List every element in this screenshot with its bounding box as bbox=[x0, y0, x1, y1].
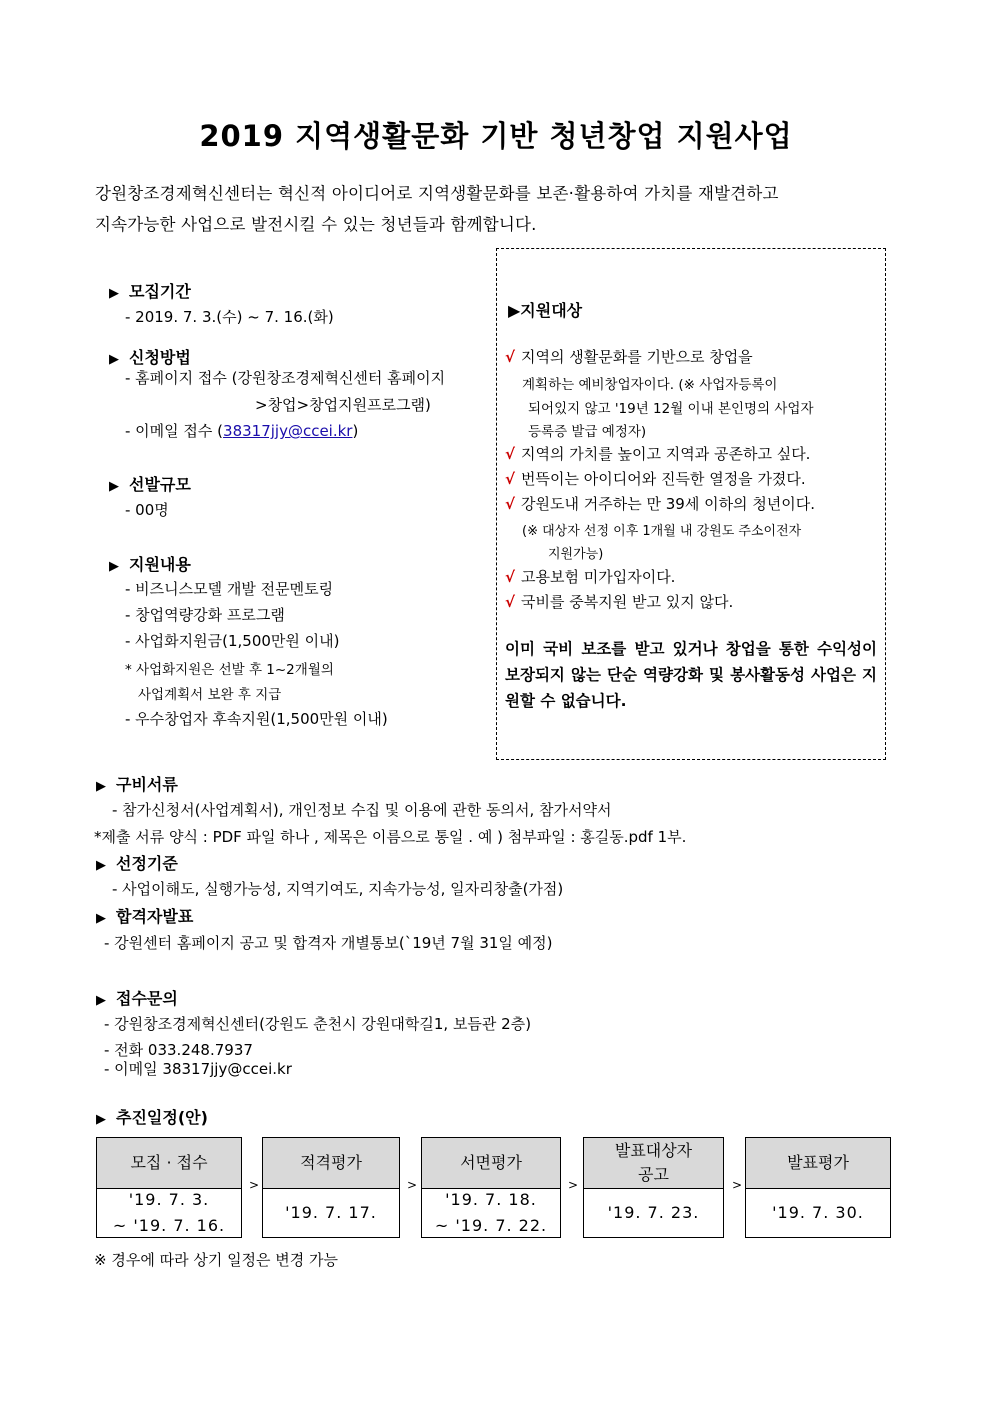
arrow-icon: ▶ bbox=[96, 993, 106, 1008]
criterion-text: 지역의 가치를 높이고 지역과 공존하고 싶다. bbox=[521, 445, 811, 463]
contact-heading: 접수문의 bbox=[116, 989, 178, 1008]
contact-section-heading bbox=[96, 986, 178, 1009]
arrow-icon: ▶ bbox=[109, 479, 119, 494]
eligibility-criterion bbox=[505, 443, 810, 464]
documents-section-heading bbox=[96, 772, 178, 795]
announce-line: - 강원센터 홈페이지 공고 및 합격자 개별통보(`19년 7월 31일 예정) bbox=[104, 934, 553, 952]
documents-line: - 참가신청서(사업계획서), 개인정보 수집 및 이용에 관한 동의서, 참가서약서 bbox=[112, 801, 612, 819]
schedule-step-label: 발표평가 bbox=[746, 1138, 890, 1189]
criteria-line: - 사업이해도, 실행가능성, 지역기여도, 지속가능성, 일자리창출(가점) bbox=[112, 880, 564, 898]
schedule-step-date: '19. 7. 30. bbox=[772, 1202, 864, 1222]
support-section-heading bbox=[109, 552, 191, 575]
schedule-heading: 추진일정(안) bbox=[116, 1108, 208, 1127]
check-icon: √ bbox=[505, 348, 516, 366]
scale-section-heading bbox=[109, 472, 191, 495]
check-icon: √ bbox=[505, 593, 516, 611]
announce-heading: 합격자발표 bbox=[116, 907, 194, 926]
schedule-step-label: 적격평가 bbox=[263, 1138, 399, 1189]
recruit-heading: 모집기간 bbox=[129, 282, 191, 301]
support-item: - 우수창업자 후속지원(1,500만원 이내) bbox=[125, 710, 388, 728]
schedule-step bbox=[96, 1137, 242, 1238]
page-title: 2019 지역생활문화 기반 청년창업 지원사업 bbox=[199, 119, 793, 153]
check-icon: √ bbox=[505, 495, 516, 513]
intro-line-1: 강원창조경제혁신센터는 혁신적 아이디어로 지역생활문화를 보존·활용하여 가치를 재발견하고 bbox=[95, 184, 779, 203]
criterion-note: 지원가능) bbox=[548, 547, 604, 562]
apply-email-suffix: ) bbox=[352, 422, 359, 440]
criterion-text: 국비를 중복지원 받고 있지 않다. bbox=[521, 593, 734, 611]
schedule-step bbox=[745, 1137, 891, 1238]
support-item: - 창업역량강화 프로그램 bbox=[125, 606, 285, 624]
support-item: - 사업화지원금(1,500만원 이내) bbox=[125, 632, 340, 650]
apply-homepage-path: >창업>창업지원프로그램) bbox=[255, 396, 431, 414]
schedule-step-label: 서면평가 bbox=[422, 1138, 560, 1189]
schedule-step bbox=[421, 1137, 561, 1238]
check-icon: √ bbox=[505, 470, 516, 488]
support-heading: 지원내용 bbox=[129, 555, 191, 574]
contact-email: - 이메일 38317jjy@ccei.kr bbox=[104, 1060, 292, 1078]
schedule-step-date: '19. 7. 23. bbox=[607, 1202, 700, 1222]
recruit-period: - 2019. 7. 3.(수) ~ 7. 16.(화) bbox=[125, 308, 334, 326]
arrow-icon: ▶ bbox=[109, 559, 119, 574]
criterion-note: (※ 대상자 선정 이후 1개월 내 강원도 주소이전자 bbox=[522, 524, 802, 539]
support-note: 사업계획서 보완 후 지급 bbox=[138, 687, 282, 703]
eligibility-criterion bbox=[505, 346, 753, 367]
criterion-text: 등록증 발급 예정자) bbox=[528, 424, 647, 440]
criteria-section-heading bbox=[96, 851, 178, 874]
schedule-step bbox=[583, 1137, 724, 1238]
apply-section-heading bbox=[109, 345, 191, 368]
schedule-step bbox=[262, 1137, 400, 1238]
schedule-footnote: ※ 경우에 따라 상기 일정은 변경 가능 bbox=[94, 1251, 339, 1269]
scale-heading: 선발규모 bbox=[129, 475, 191, 494]
arrow-icon: ▶ bbox=[96, 911, 106, 926]
step-separator: > bbox=[249, 1178, 260, 1192]
arrow-icon: ▶ bbox=[96, 858, 106, 873]
check-icon: √ bbox=[505, 445, 516, 463]
apply-heading: 신청방법 bbox=[129, 348, 191, 367]
arrow-icon: ▶ bbox=[109, 352, 119, 367]
criterion-text: 강원도내 거주하는 만 39세 이하의 청년이다. bbox=[521, 495, 816, 513]
eligibility-criterion bbox=[505, 468, 806, 489]
step-separator: > bbox=[568, 1178, 579, 1192]
arrow-icon: ▶ bbox=[109, 286, 119, 301]
announce-section-heading bbox=[96, 904, 193, 927]
check-icon: √ bbox=[505, 568, 516, 586]
criterion-text: 되어있지 않고 '19년 12월 이내 본인명의 사업자 bbox=[528, 401, 814, 417]
eligibility-criterion bbox=[505, 566, 675, 587]
apply-email-prefix: - 이메일 접수 ( bbox=[125, 422, 224, 440]
schedule-step-date: '19. 7. 3. ~ '19. 7. 16. bbox=[112, 1189, 226, 1235]
step-separator: > bbox=[732, 1178, 743, 1192]
support-item: - 비즈니스모델 개발 전문멘토링 bbox=[125, 580, 334, 598]
eligibility-criterion bbox=[505, 591, 733, 612]
apply-email-line bbox=[125, 420, 358, 441]
eligibility-criterion bbox=[505, 493, 815, 514]
contact-address: - 강원창조경제혁신센터(강원도 춘천시 강원대학길1, 보듬관 2층) bbox=[104, 1015, 532, 1033]
support-note: * 사업화지원은 선발 후 1~2개월의 bbox=[125, 662, 334, 678]
email-link[interactable]: 38317jjy@ccei.kr bbox=[223, 422, 353, 440]
schedule-step-label: 발표대상자 공고 bbox=[584, 1138, 723, 1189]
arrow-icon: ▶ bbox=[96, 1112, 106, 1127]
schedule-section-heading bbox=[96, 1105, 208, 1128]
criterion-text: 계획하는 예비창업자이다. (※ 사업자등록이 bbox=[522, 377, 778, 393]
schedule-step-date: '19. 7. 18. ~ '19. 7. 22. bbox=[434, 1189, 548, 1235]
scale-value: - 00명 bbox=[125, 501, 169, 519]
criterion-text: 번뜩이는 아이디어와 진득한 열정을 가졌다. bbox=[521, 470, 806, 488]
arrow-icon: ▶ bbox=[96, 779, 106, 794]
schedule-step-label: 모집 · 접수 bbox=[97, 1138, 241, 1189]
criterion-text: 지역의 생활문화를 기반으로 창업을 bbox=[521, 348, 753, 366]
apply-homepage-line: - 홈페이지 접수 (강원창조경제혁신센터 홈페이지 bbox=[125, 369, 446, 387]
step-separator: > bbox=[407, 1178, 418, 1192]
documents-heading: 구비서류 bbox=[116, 775, 178, 794]
schedule-step-date: '19. 7. 17. bbox=[285, 1202, 377, 1222]
eligibility-warning: 이미 국비 보조를 받고 있거나 창업을 통한 수익성이 보장되지 않는 단순 역량강화 및 봉사활동성 사업은 지원할 수 없습니다. bbox=[505, 640, 877, 710]
criteria-heading: 선정기준 bbox=[116, 854, 178, 873]
eligibility-heading: ▶지원대상 bbox=[508, 301, 583, 320]
intro-line-2: 지속가능한 사업으로 발전시킬 수 있는 청년들과 함께합니다. bbox=[95, 215, 537, 234]
contact-phone: - 전화 033.248.7937 bbox=[104, 1041, 253, 1059]
recruit-section-heading bbox=[109, 279, 191, 302]
documents-note: *제출 서류 양식 : PDF 파일 하나 , 제목은 이름으로 통일 . 예 ) 첨부파일 : 홍길동.pdf 1부. bbox=[94, 828, 687, 846]
criterion-text: 고용보험 미가입자이다. bbox=[521, 568, 676, 586]
